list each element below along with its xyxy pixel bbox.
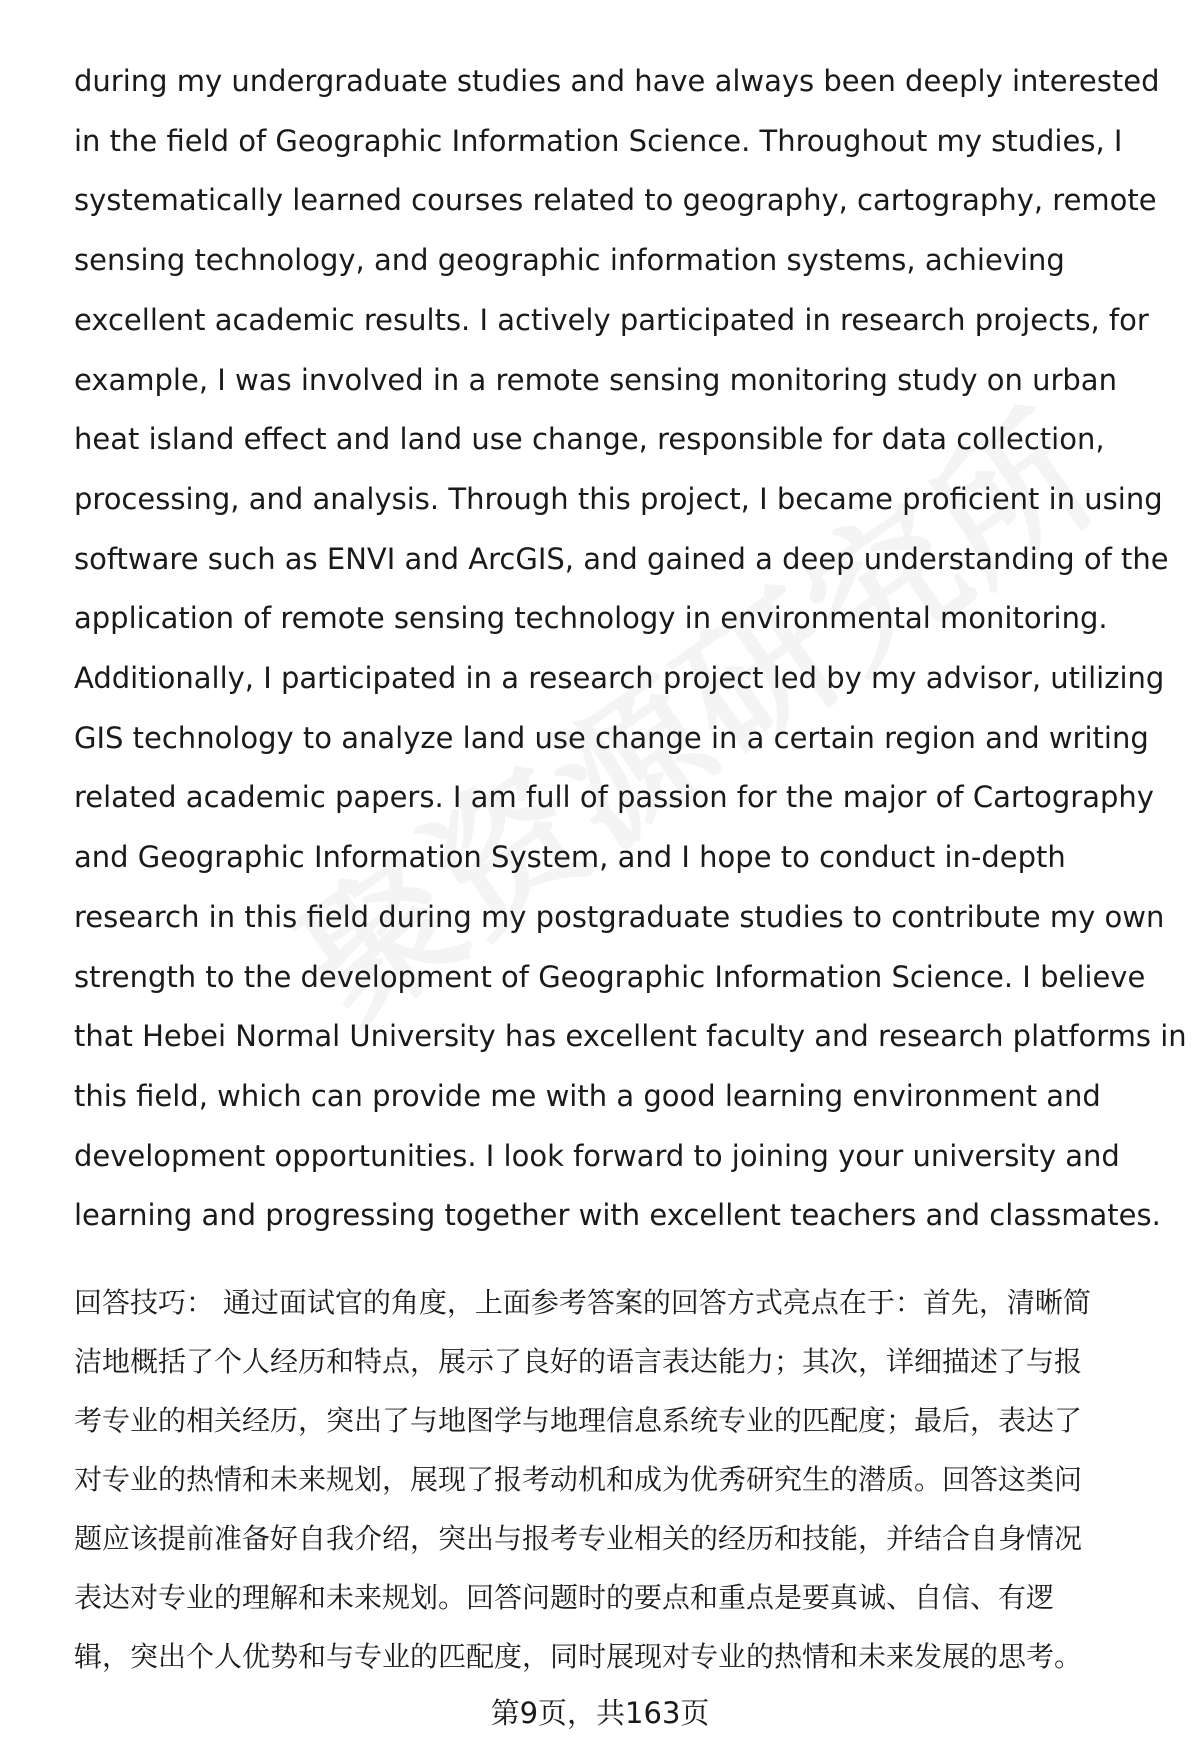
answer-line: application of remote sensing technology in environmental monitoring. <box>74 601 1108 636</box>
answer-line: and Geographic Information System, and I hope to conduct in-depth <box>74 840 1066 875</box>
answer-line: excellent academic results. I actively participated in research projects, for <box>74 302 1149 337</box>
answer-line: sensing technology, and geographic information systems, achieving <box>74 243 1065 278</box>
answer-line: strength to the development of Geographic Information Science. I believe <box>74 959 1146 994</box>
answer-line: that Hebei Normal University has excellent faculty and research platforms in <box>74 1019 1187 1054</box>
tips-line: 考专业的相关经历，突出了与地图学与地理信息系统专业的匹配度；最后，表达了 <box>74 1404 1083 1437</box>
page-number: 第9页，共163页 <box>490 1696 710 1730</box>
answer-line: this field, which can provide me with a good learning environment and <box>74 1078 1101 1113</box>
answer-paragraph <box>74 52 1187 1246</box>
answer-line: GIS technology to analyze land use change in a certain region and writing <box>74 720 1149 755</box>
tips-line: 表达对专业的理解和未来规划。回答问题时的要点和重点是要真诚、自信、有逻 <box>74 1581 1055 1614</box>
tips-line: 洁地概括了个人经历和特点，展示了良好的语言表达能力；其次，详细描述了与报 <box>74 1345 1083 1378</box>
answer-line: Additionally, I participated in a research project led by my advisor, utilizing <box>74 661 1165 696</box>
answer-line: research in this field during my postgraduate studies to contribute my own <box>74 899 1165 934</box>
answer-line: development opportunities. I look forward to joining your university and <box>74 1138 1120 1173</box>
answer-line: during my undergraduate studies and have always been deeply interested <box>74 64 1160 98</box>
answer-line: in the field of Geographic Information Science. Throughout my studies, I <box>74 123 1123 158</box>
answer-line: example, I was involved in a remote sensing monitoring study on urban <box>74 362 1117 397</box>
answer-line: software such as ENVI and ArcGIS, and gained a deep understanding of the <box>74 541 1169 576</box>
answer-line: heat island effect and land use change, responsible for data collection, <box>74 422 1105 457</box>
answer-tips-paragraph <box>74 1273 1154 1686</box>
answer-line: processing, and analysis. Through this project, I became proficient in using <box>74 481 1163 516</box>
answer-line: systematically learned courses related to geography, cartography, remote <box>74 183 1157 218</box>
answer-line: learning and progressing together with excellent teachers and classmates. <box>74 1198 1161 1233</box>
tips-line: 题应该提前准备好自我介绍，突出与报考专业相关的经历和技能，并结合自身情况 <box>74 1522 1083 1555</box>
tips-line: 回答技巧： 通过面试官的角度，上面参考答案的回答方式亮点在于：首先，清晰简 <box>74 1286 1091 1319</box>
tips-line: 对专业的热情和未来规划，展现了报考动机和成为优秀研究生的潜质。回答这类问 <box>74 1463 1083 1496</box>
tips-line: 辑，突出个人优势和与专业的匹配度，同时展现对专业的热情和未来发展的思考。 <box>74 1640 1083 1673</box>
answer-line: related academic papers. I am full of passion for the major of Cartography <box>74 780 1154 815</box>
